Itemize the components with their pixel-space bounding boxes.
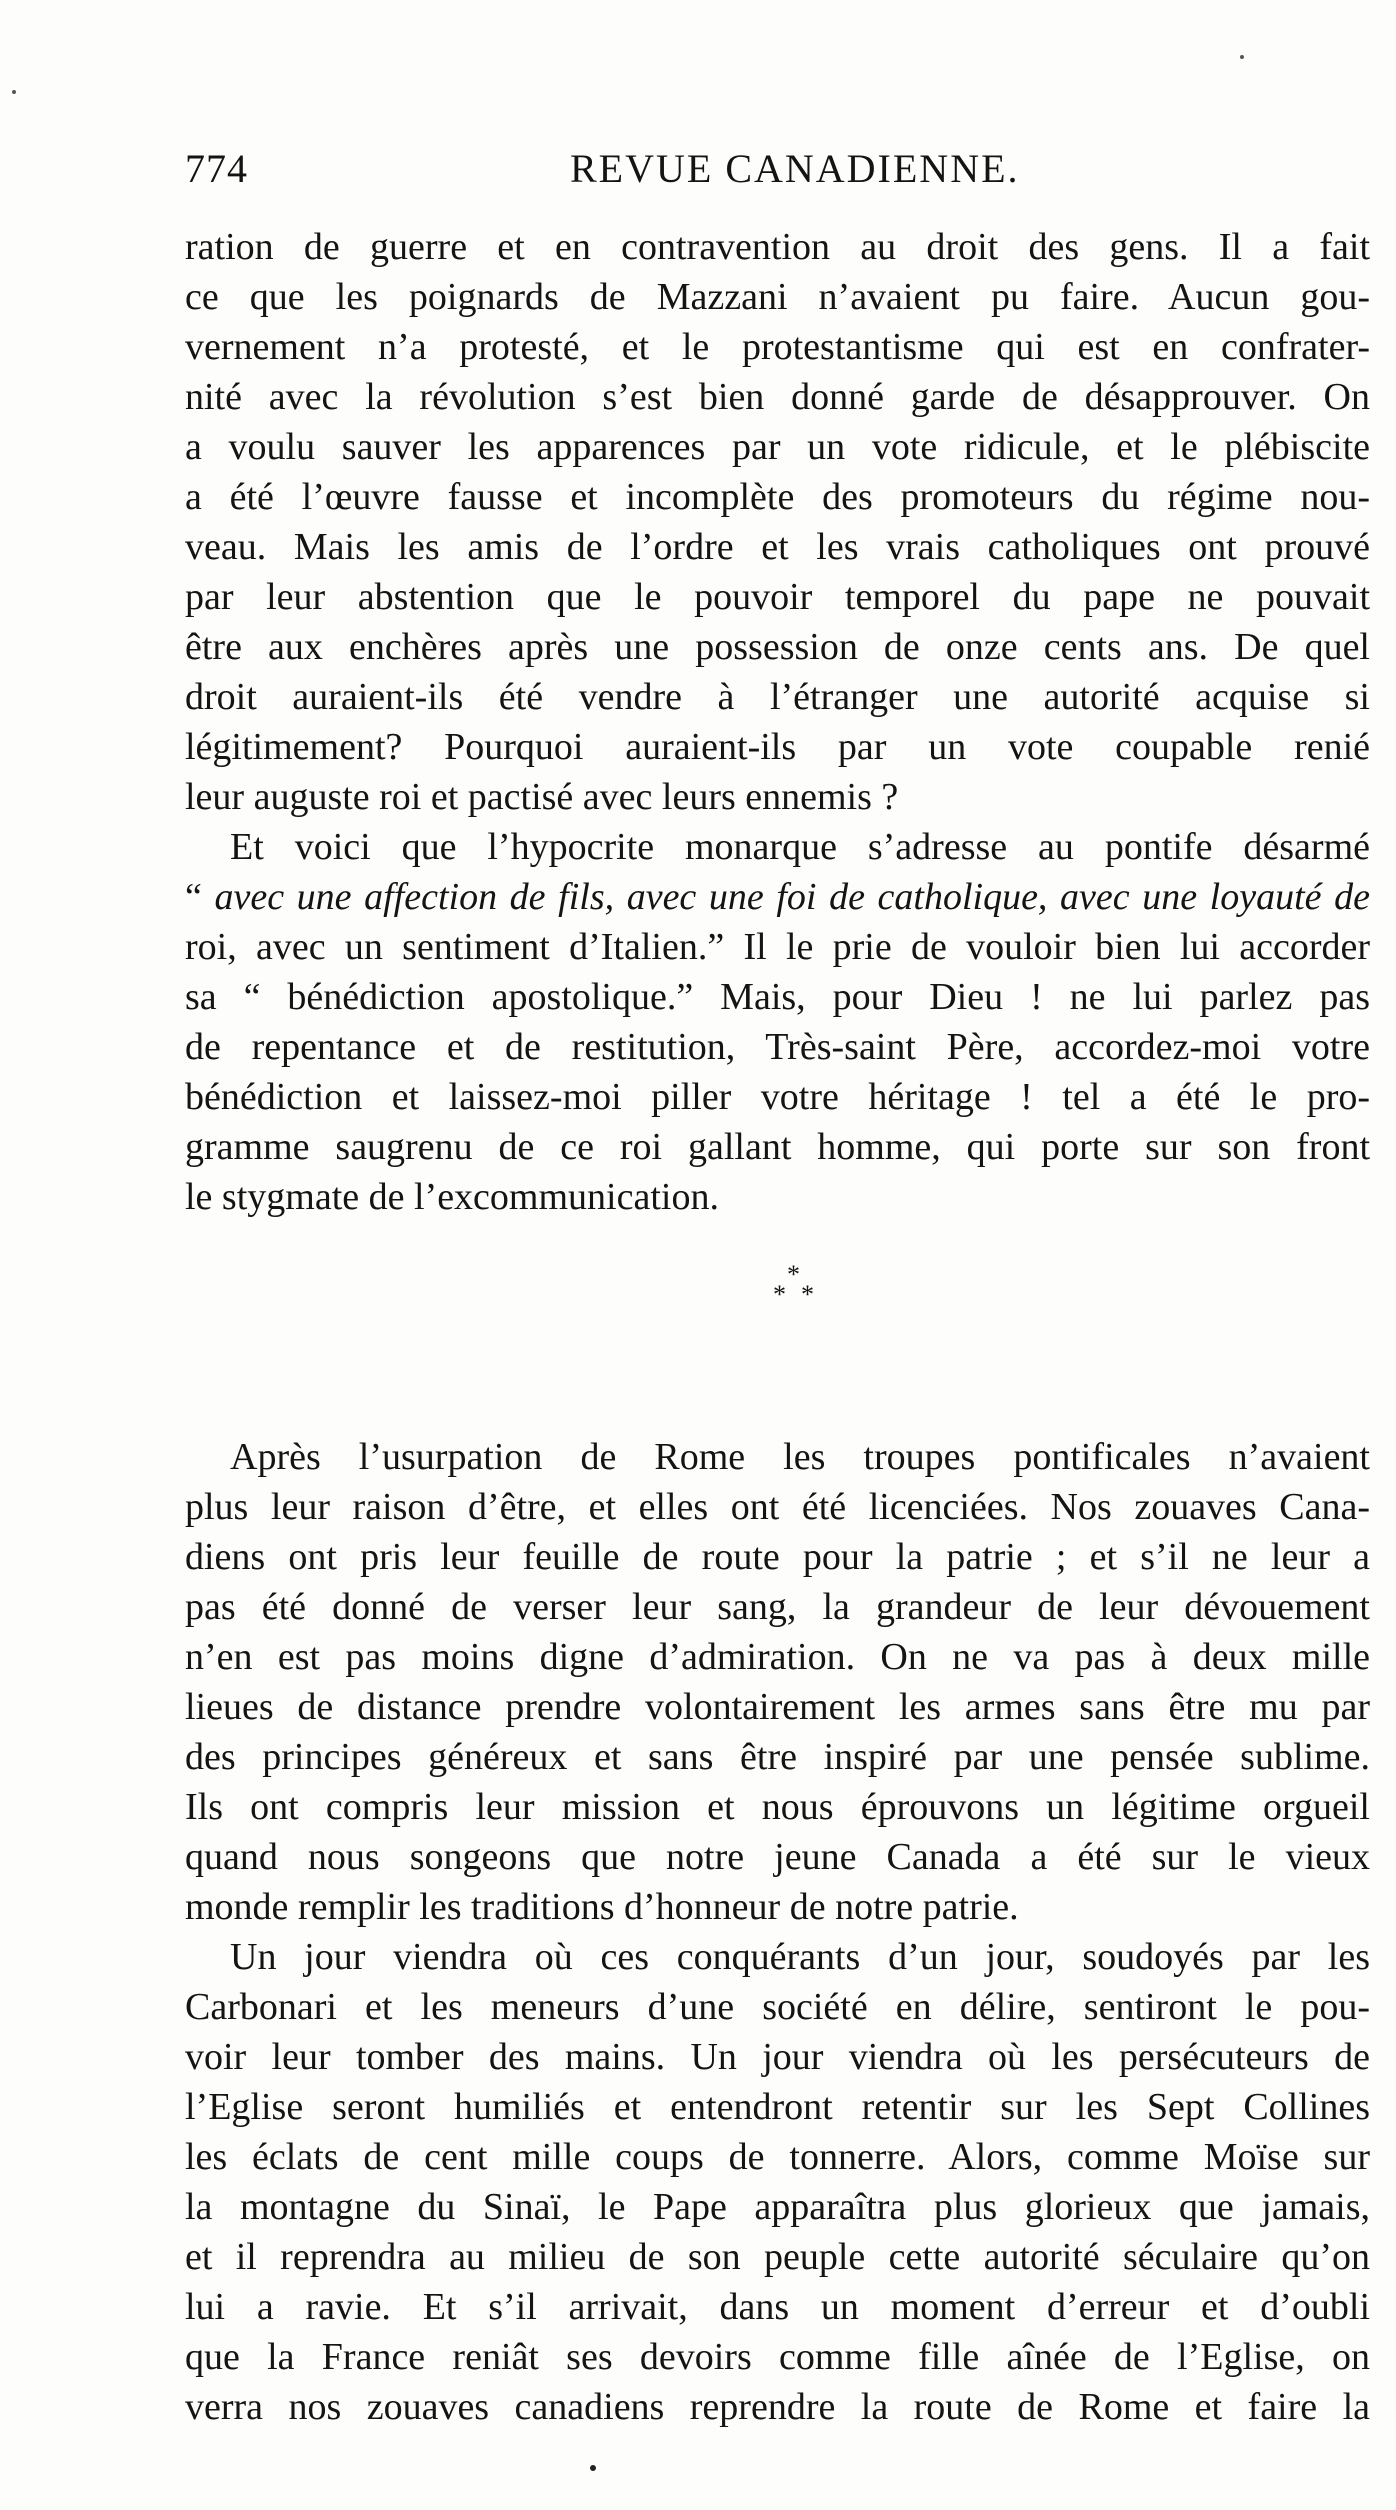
text-line: veau. Mais les amis de l’ordre et les vrais catholiques ont prouvé bbox=[185, 526, 1370, 568]
section-separator bbox=[185, 1222, 1380, 1432]
text-line: l’Eglise seront humiliés et entendront retentir sur les Sept Collines bbox=[185, 2086, 1370, 2128]
text-line: leur auguste roi et pactisé avec leurs ennemis ? bbox=[185, 776, 899, 818]
text-line: bénédiction et laissez-moi piller votre héritage ! tel a été le pro- bbox=[185, 1076, 1370, 1118]
text-line: voir leur tomber des mains. Un jour viendra où les persécuteurs de bbox=[185, 2036, 1370, 2078]
text-line: Ils ont compris leur mission et nous éprouvons un légitime orgueil bbox=[185, 1786, 1370, 1828]
open-quote: “ bbox=[185, 876, 215, 918]
text-line: nité avec la révolution s’est bien donné garde de désapprouver. On bbox=[185, 376, 1370, 418]
text-line: plus leur raison d’être, et elles ont été licenciées. Nos zouaves Cana- bbox=[185, 1486, 1370, 1528]
text-line: les éclats de cent mille coups de tonnerre. Alors, comme Moïse sur bbox=[185, 2136, 1370, 2178]
page-header bbox=[185, 145, 1205, 205]
text-line: lieues de distance prendre volontairement les armes sans être mu par bbox=[185, 1686, 1370, 1728]
text-line: quand nous songeons que notre jeune Canada a été sur le vieux bbox=[185, 1836, 1370, 1878]
paragraph bbox=[185, 822, 1380, 1222]
text-line: diens ont pris leur feuille de route pour la patrie ; et s’il ne leur a bbox=[185, 1536, 1370, 1578]
running-title: REVUE CANADIENNE. bbox=[570, 146, 1020, 191]
text-line: lui a ravie. Et s’il arrivait, dans un moment d’erreur et d’oubli bbox=[185, 2286, 1370, 2328]
text-line: ration de guerre et en contravention au droit des gens. Il a fait bbox=[185, 226, 1370, 268]
text-line: monde remplir les traditions d’honneur de notre patrie. bbox=[185, 1886, 1019, 1928]
print-mark bbox=[590, 2465, 596, 2471]
text-line: et il reprendra au milieu de son peuple cette autorité séculaire qu’on bbox=[185, 2236, 1370, 2278]
paragraph bbox=[185, 222, 1380, 822]
text-line: sa “ bénédiction apostolique.” Mais, pour Dieu ! ne lui parlez pas bbox=[185, 976, 1370, 1018]
text-line: vernement n’a protesté, et le protestantisme qui est en confrater- bbox=[185, 326, 1370, 368]
margin-speck bbox=[12, 90, 16, 94]
text-line: droit auraient-ils été vendre à l’étranger une autorité acquise si bbox=[185, 676, 1370, 718]
asterism bbox=[765, 1262, 825, 1322]
margin-speck bbox=[1240, 55, 1244, 59]
page-body bbox=[185, 222, 1380, 2432]
text-line: la montagne du Sinaï, le Pape apparaîtra plus glorieux que jamais, bbox=[185, 2186, 1370, 2228]
text-line: ce que les poignards de Mazzani n’avaient pu faire. Aucun gou- bbox=[185, 276, 1370, 318]
text-line: a été l’œuvre fausse et incomplète des promoteurs du régime nou- bbox=[185, 476, 1370, 518]
text-line: gramme saugrenu de ce roi gallant homme, qui porte sur son front bbox=[185, 1126, 1370, 1168]
page-number: 774 bbox=[185, 146, 248, 191]
text-line: le stygmate de l’excommunication. bbox=[185, 1176, 719, 1218]
text-line: Après l’usurpation de Rome les troupes pontificales n’avaient bbox=[230, 1436, 1370, 1478]
text-line: être aux enchères après une possession de onze cents ans. De quel bbox=[185, 626, 1370, 668]
text-line: verra nos zouaves canadiens reprendre la route de Rome et faire la bbox=[185, 2386, 1370, 2428]
text-line: Carbonari et les meneurs d’une société en délire, sentiront le pou- bbox=[185, 1986, 1370, 2028]
text-line: de repentance et de restitution, Très-saint Père, accordez-moi votre bbox=[185, 1026, 1370, 1068]
italic-quote: avec une affection de fils, avec une foi de catholique, avec une loyauté de bbox=[214, 876, 1370, 918]
text-line: n’en est pas moins digne d’admiration. On ne va pas à deux mille bbox=[185, 1636, 1370, 1678]
text-line-italic bbox=[185, 872, 1370, 922]
text-line: par leur abstention que le pouvoir temporel du pape ne pouvait bbox=[185, 576, 1370, 618]
paragraph bbox=[185, 1432, 1380, 1932]
asterisk-left: * bbox=[773, 1280, 786, 1309]
text-line: pas été donné de verser leur sang, la grandeur de leur dévouement bbox=[185, 1586, 1370, 1628]
text-line: légitimement? Pourquoi auraient-ils par un vote coupable renié bbox=[185, 726, 1370, 768]
asterisk-right: * bbox=[801, 1280, 814, 1309]
text-line: roi, avec un sentiment d’Italien.” Il le prie de vouloir bien lui accorder bbox=[185, 926, 1370, 968]
text-line: que la France reniât ses devoirs comme fille aînée de l’Eglise, on bbox=[185, 2336, 1370, 2378]
text-line: des principes généreux et sans être inspiré par une pensée sublime. bbox=[185, 1736, 1370, 1778]
text-line: Un jour viendra où ces conquérants d’un jour, soudoyés par les bbox=[230, 1936, 1370, 1978]
text-line: a voulu sauver les apparences par un vote ridicule, et le plébiscite bbox=[185, 426, 1370, 468]
paragraph bbox=[185, 1932, 1380, 2432]
text-line: Et voici que l’hypocrite monarque s’adresse au pontife désarmé bbox=[230, 826, 1370, 868]
asterisk-top: * bbox=[787, 1260, 800, 1289]
